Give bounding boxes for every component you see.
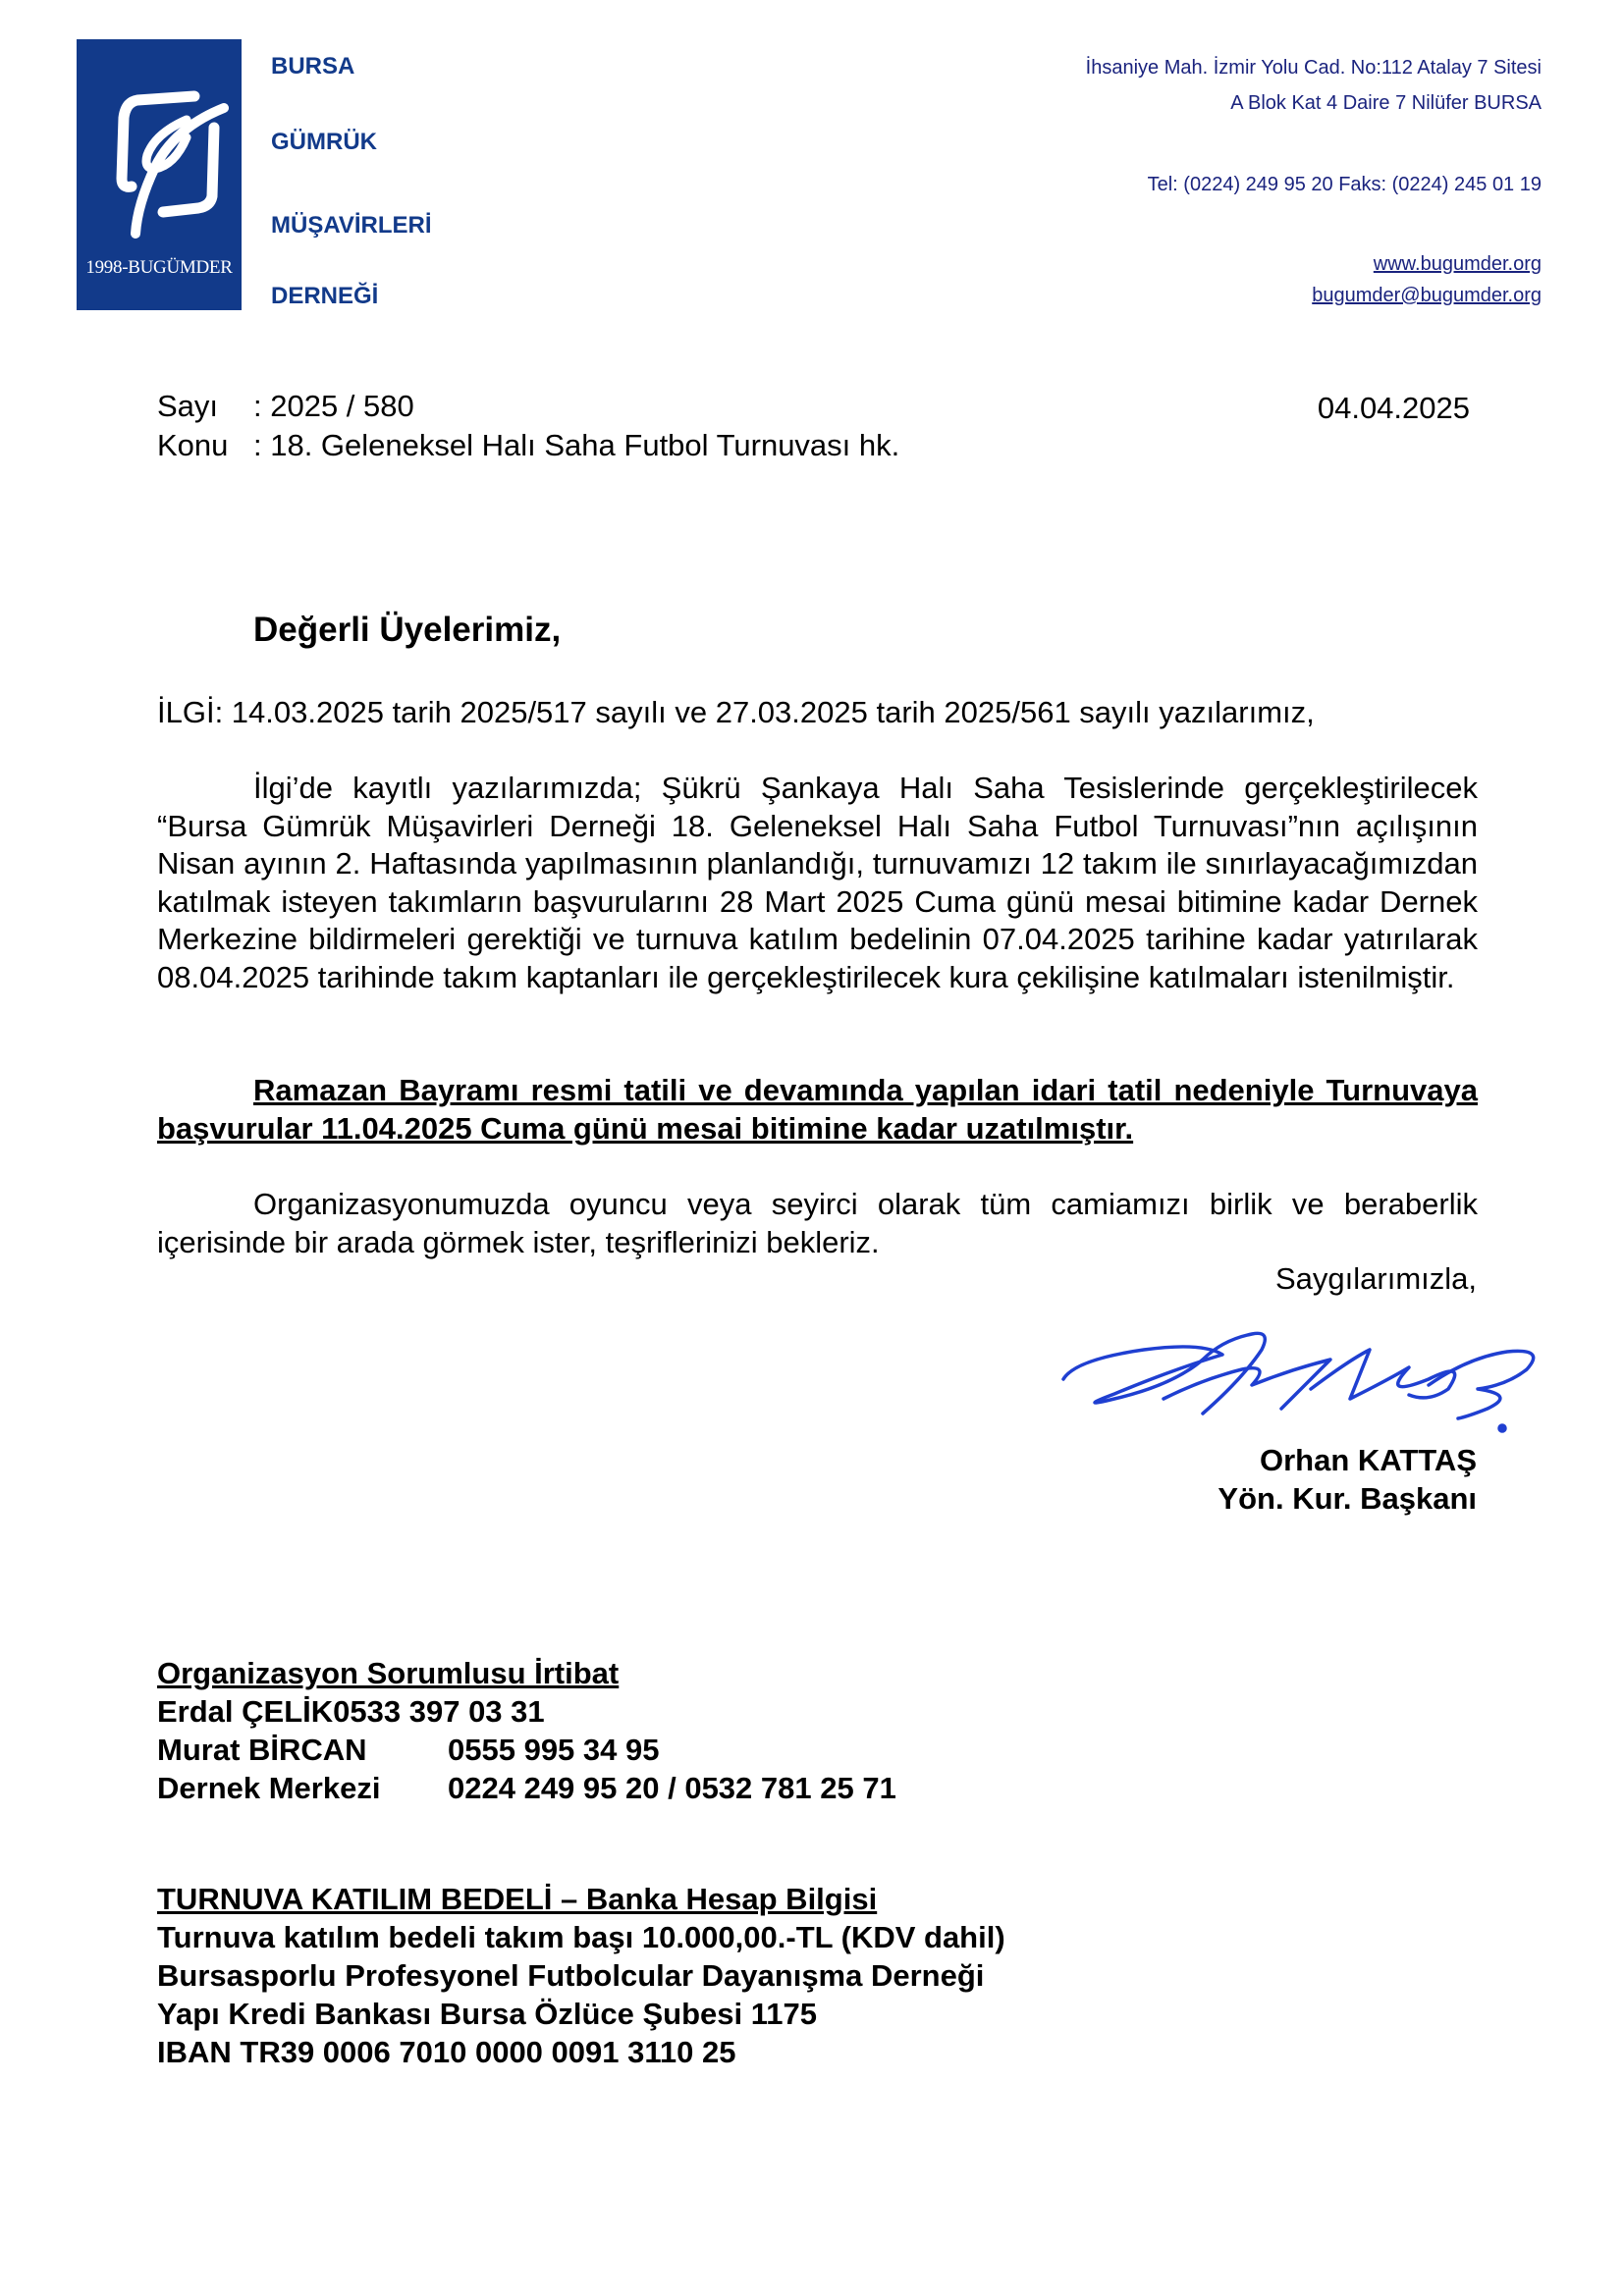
address-line-1: İhsaniye Mah. İzmir Yolu Cad. No:112 Atalay 7 Sitesi bbox=[1085, 57, 1542, 79]
contact-name: Erdal ÇELİK bbox=[157, 1694, 334, 1729]
iban: IBAN TR39 0006 7010 0000 0091 3110 25 bbox=[157, 2035, 736, 2069]
closing: Saygılarımızla, bbox=[1274, 1261, 1477, 1296]
sayi-label: Sayı bbox=[157, 389, 219, 423]
participation-fee-block bbox=[157, 1880, 1005, 2071]
email-link[interactable]: bugumder@bugumder.org bbox=[1312, 285, 1542, 306]
account-holder: Bursasporlu Profesyonel Futbolcular Dayanışma Derneği bbox=[157, 1958, 985, 1993]
contact-phone: 0224 249 95 20 / 0532 781 25 71 bbox=[448, 1771, 896, 1805]
konu-label: Konu bbox=[157, 428, 229, 462]
association-logo bbox=[77, 39, 242, 310]
org-name-line-3: MÜŞAVİRLERİ bbox=[271, 212, 432, 239]
signer-name: Orhan KATTAŞ bbox=[1259, 1443, 1477, 1477]
letter-date: 04.04.2025 bbox=[1317, 391, 1470, 425]
sayi-value: : 2025 / 580 bbox=[253, 389, 414, 423]
contacts-title: Organizasyon Sorumlusu İrtibat bbox=[157, 1656, 620, 1690]
org-name-line-4: DERNEĞİ bbox=[271, 283, 379, 309]
signer-title: Yön. Kur. Başkanı bbox=[1218, 1481, 1477, 1516]
website-link[interactable]: www.bugumder.org bbox=[1373, 253, 1542, 275]
paragraph-3: Organizasyonumuzda oyuncu veya seyirci olarak tüm camiamızı birlik ve beraberlik içerisinde bir arada görmek ister, teşriflerinizi bekleriz. bbox=[157, 1187, 1478, 1259]
signer bbox=[1218, 1441, 1477, 1518]
ilgi-reference: İLGİ: 14.03.2025 tarih 2025/517 sayılı ve 27.03.2025 tarih 2025/561 sayılı yazılarımız, bbox=[157, 695, 1315, 729]
contact-row bbox=[157, 1769, 896, 1807]
fee-amount: Turnuva katılım bedeli takım başı 10.000,00.-TL (KDV dahil) bbox=[157, 1920, 1005, 1954]
contact-row bbox=[157, 1692, 896, 1731]
logo-caption: 1998-BUGÜMDER bbox=[85, 257, 233, 278]
subject bbox=[157, 426, 899, 465]
contact-phone: 0555 995 34 95 bbox=[448, 1733, 660, 1767]
bank-branch: Yapı Kredi Bankası Bursa Özlüce Şubesi 1175 bbox=[157, 1997, 817, 2031]
org-name-line-1: BURSA bbox=[271, 53, 355, 80]
contact-phone: 0533 397 03 31 bbox=[333, 1694, 545, 1729]
reference-number bbox=[157, 387, 414, 426]
konu-value: : 18. Geleneksel Halı Saha Futbol Turnuvası hk. bbox=[253, 428, 900, 462]
salutation: Değerli Üyelerimiz, bbox=[253, 611, 562, 649]
organization-contacts bbox=[157, 1654, 896, 1807]
signature-icon bbox=[1056, 1320, 1566, 1438]
org-name-line-2: GÜMRÜK bbox=[271, 129, 377, 155]
paragraph-2-notice: Ramazan Bayramı resmi tatili ve devamında yapılan idari tatil nedeniyle Turnuvaya başvurular 11.04.2025 Cuma günü mesai bitimine kadar uzatılmıştır. bbox=[157, 1073, 1478, 1146]
paragraph-1: İlgi’de kayıtlı yazılarımızda; Şükrü Şankaya Halı Saha Tesislerinde gerçekleştirilecek “Bursa Gümrük Müşavirleri Derneği 18. Geleneksel Halı Saha Futbol Turnuvası”nın açılışının Nisan ayının 2. Haftasında yapılmasının planlandığı, turnuvamızı 12 takım ile sınırlayacağımızdan katılmak isteyen takımların başvurularını 28 Mart 2025 Cuma günü mesai bitimine kadar Dernek Merkezine bildirmeleri gerektiği ve turnuva katılım bedelinin 07.04.2025 tarihine kadar yatırılarak 08.04.2025 tarihinde takım kaptanları ile gerçekleştirilecek kura çekilişine katılmaları istenilmiştir. bbox=[157, 771, 1478, 994]
phone-fax: Tel: (0224) 249 95 20 Faks: (0224) 245 01 19 bbox=[1147, 174, 1542, 195]
address-line-2: A Blok Kat 4 Daire 7 Nilüfer BURSA bbox=[1230, 92, 1542, 114]
contact-name: Murat BİRCAN bbox=[157, 1733, 367, 1767]
fee-title: TURNUVA KATILIM BEDELİ – Banka Hesap Bilgisi bbox=[157, 1882, 878, 1916]
contact-name: Dernek Merkezi bbox=[157, 1771, 381, 1805]
signature bbox=[1056, 1320, 1566, 1443]
contact-row bbox=[157, 1731, 896, 1769]
